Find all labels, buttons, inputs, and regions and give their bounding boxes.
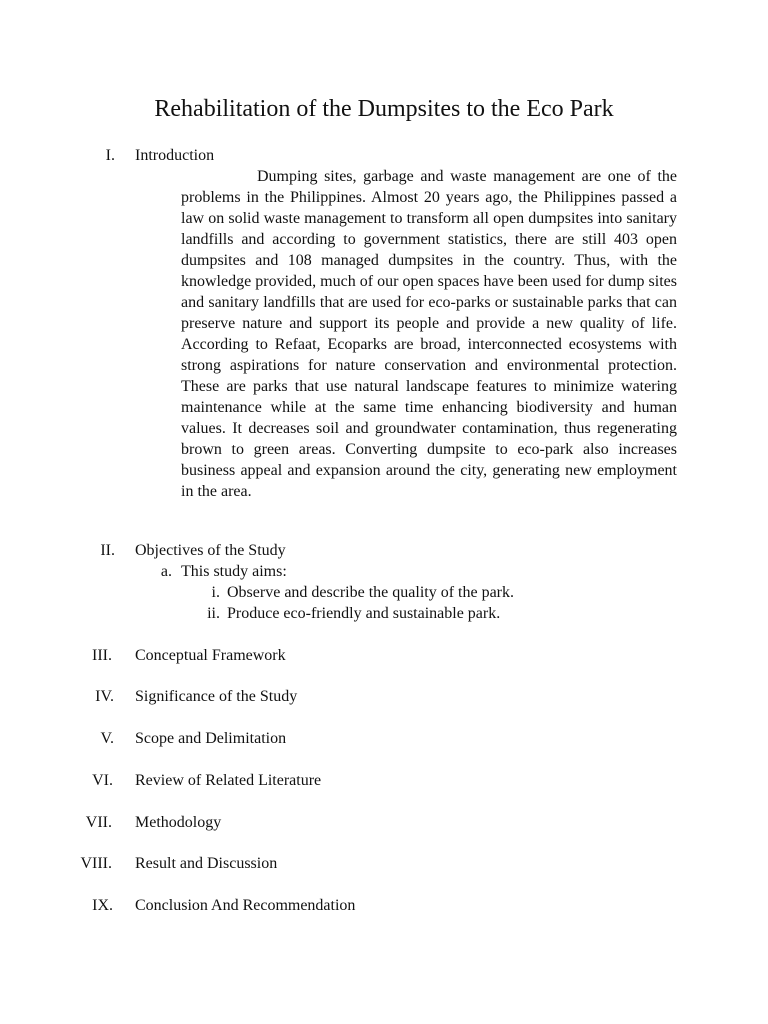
objective-subitem: Observe and describe the quality of the park. — [227, 584, 515, 601]
section-numeral: V. — [100, 730, 114, 747]
section-numeral: IV. — [95, 688, 114, 705]
objective-subitem: Produce eco-friendly and sustainable park. — [227, 605, 501, 622]
section-numeral: I. — [105, 147, 115, 164]
objective-item: This study aims: — [181, 563, 287, 580]
section-numeral: VI. — [92, 772, 113, 789]
section-numeral: IX. — [92, 897, 113, 914]
section-numeral: III. — [92, 647, 112, 664]
section-numeral: VIII. — [80, 855, 112, 872]
section-heading-scope: Scope and Delimitation — [135, 730, 287, 747]
section-numeral: II. — [100, 542, 115, 559]
objective-marker: a. — [160, 563, 172, 580]
objective-subitem-marker: ii. — [207, 605, 220, 622]
section-numeral: VII. — [85, 814, 112, 831]
section-heading-introduction: Introduction — [135, 147, 215, 164]
section-heading-conclusion: Conclusion And Recommendation — [135, 897, 356, 914]
objective-subitem-marker: i. — [211, 584, 220, 601]
section-heading-results: Result and Discussion — [135, 855, 278, 872]
section-heading-review-literature: Review of Related Literature — [135, 772, 322, 789]
page-title: Rehabilitation of the Dumpsites to the Eco Park — [154, 96, 614, 122]
section-heading-significance: Significance of the Study — [135, 688, 298, 705]
section-heading-conceptual-framework: Conceptual Framework — [135, 647, 286, 664]
section-heading-methodology: Methodology — [135, 814, 222, 831]
introduction-paragraph: Dumping sites, garbage and waste management are one of the problems in the Philippines. Almost 20 years ago, the Philippines passed a law on solid waste management to transform all open dumpsites into sanitary landfills and according to government statistics, there are still 403 open dumpsites and 108 managed dumpsites in the country. Thus, with the knowledge provided, much of our open spaces have been used for dump sites and sanitary landfills that are used for eco-parks or sustainable parks that can preserve nature and support its people and provide a new quality of life. According to Refaat, Ecoparks are broad, interconnected ecosystems with strong aspirations for nature conservation and environmental protection. These are parks that use natural landscape features to minimize watering maintenance while at the same time enhancing biodiversity and human values. It decreases soil and groundwater contamination, thus regenerating brown to green areas. Converting dumpsite to eco-park also increases business appeal and expansion around the city, generating new employment in the area. — [181, 168, 677, 500]
section-heading-objectives: Objectives of the Study — [135, 542, 286, 559]
